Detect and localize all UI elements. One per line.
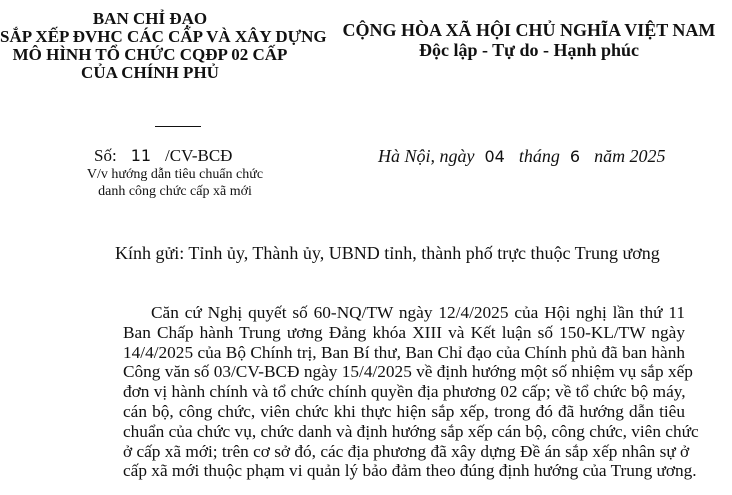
subject-line-1: V/v hướng dẫn tiêu chuẩn chức <box>86 167 264 182</box>
date-month-label: tháng <box>518 146 560 166</box>
date-prefix: Hà Nội, ngày <box>378 146 475 166</box>
body-line: 14/4/2025 của Bộ Chính trị, Ban Bí thư, Ban Chỉ đạo của Chính phủ đã ban hành <box>123 342 685 362</box>
national-title-block <box>338 20 720 60</box>
org-divider <box>155 126 201 127</box>
date-year: năm 2025 <box>594 146 666 166</box>
org-line-3: MÔ HÌNH TỔ CHỨC CQĐP 02 CẤP <box>12 45 288 64</box>
document-date <box>378 146 666 167</box>
subject-line-2: danh công chức cấp xã mới <box>98 184 252 199</box>
body-line: Ban Chấp hành Trung ương Đảng khóa XIII và Kết luận số 150-KL/TW ngày <box>123 322 685 342</box>
document-number <box>94 146 232 166</box>
body-line: Căn cứ Nghị quyết số 60-NQ/TW ngày 12/4/2025 của Hội nghị lần thứ 11 <box>151 303 685 322</box>
date-day: 04 <box>484 147 505 166</box>
body-line: cấp xã mới thuộc phạm vi quản lý bảo đảm theo đúng định hướng của Trung ương. <box>123 461 697 481</box>
org-line-1: BAN CHỈ ĐẠO <box>92 9 208 28</box>
recipients-line: Kính gửi: Tỉnh ủy, Thành ủy, UBND tỉnh, thành phố trực thuộc Trung ương <box>115 243 660 263</box>
doc-no-handwritten: 11 <box>130 146 152 165</box>
body-line: đơn vị hành chính và tổ chức chính quyền địa phương 02 cấp; về tổ chức bộ máy, <box>123 382 686 402</box>
body-line: cán bộ, công chức, viên chức khi thực hiện sắp xếp, trong đó đã hướng dẫn tiêu <box>123 401 685 421</box>
nation-name: CỘNG HÒA XÃ HỘI CHỦ NGHĨA VIỆT NAM <box>342 20 716 40</box>
doc-no-prefix: Số: <box>94 146 117 165</box>
body-line: chuẩn của chức vụ, chức danh và định hướng sắp xếp cán bộ, công chức, viên chức <box>123 421 699 441</box>
body-line: ở cấp xã mới; trên cơ sở đó, các địa phương đã xây dựng Đề án sắp xếp nhân sự ở <box>123 441 690 461</box>
doc-no-suffix: /CV-BCĐ <box>165 146 233 165</box>
org-line-2: SẮP XẾP ĐVHC CÁC CẤP VÀ XÂY DỰNG <box>0 27 327 46</box>
org-line-4: CỦA CHÍNH PHỦ <box>81 63 219 82</box>
body-paragraph <box>123 303 699 481</box>
document-subject <box>50 166 300 200</box>
body-line: Công văn số 03/CV-BCĐ ngày 15/4/2025 về định hướng một số nhiệm vụ sắp xếp <box>123 362 693 382</box>
national-motto: Độc lập - Tự do - Hạnh phúc <box>418 40 640 60</box>
issuing-organization <box>0 9 327 82</box>
date-month: 6 <box>569 147 581 166</box>
